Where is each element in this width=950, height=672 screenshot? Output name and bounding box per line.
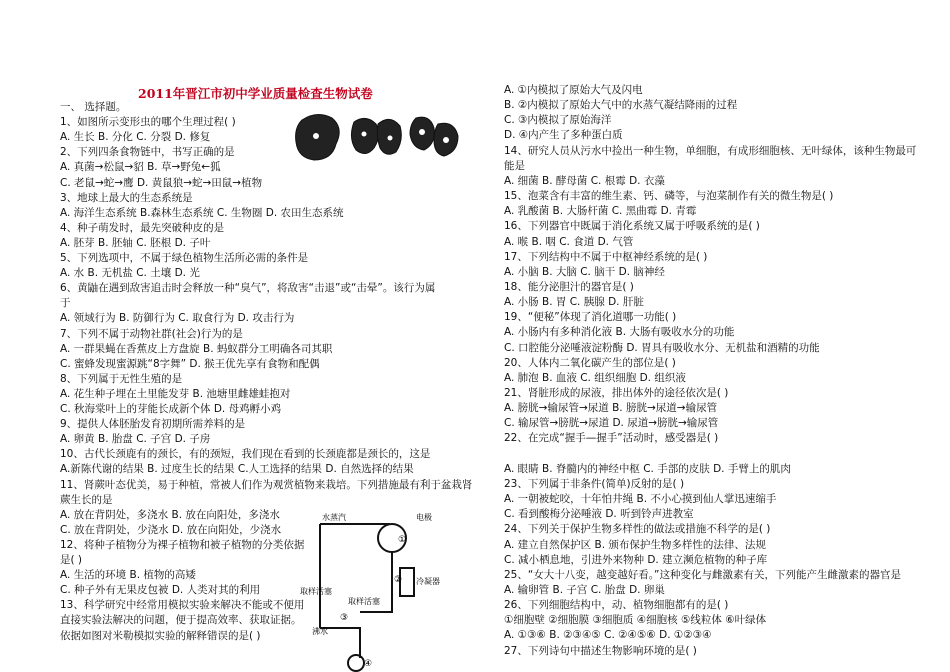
left-line: A. 真菌→松鼠→貂 B. 草→野兔←狐 [60, 161, 221, 174]
label-sample-left: 取样活塞 [300, 587, 332, 596]
right-line: 21、肾脏形成的尿液，排出体外的途径依次是( ) [504, 387, 729, 399]
right-line: A. 膀胱→输尿管→尿道 B. 膀胱→尿道→输尿管 [504, 402, 718, 415]
miller-experiment-figure [300, 508, 450, 672]
right-line: D. ④内产生了多种蛋白质 [504, 129, 623, 142]
left-line: C. 放在背阴处，少浇水 D. 放在向阳处，少浇水 [60, 523, 282, 536]
left-line: 5、下列选项中，不属于绿色植物生活所必需的条件是 [60, 252, 309, 264]
right-line: A. ①内模拟了原始大气及闪电 [504, 84, 643, 96]
left-line: A. 一群果蝇在香蕉皮上方盘旋 B. 蚂蚁群分工明确各司其职 [60, 342, 333, 355]
left-line: 蕨生长的是 [60, 493, 113, 506]
right-line: ①细胞壁 ②细胞膜 ③细胞质 ④细胞核 ⑤线粒体 ⑥叶绿体 [504, 614, 767, 627]
right-line: A. 乳酸菌 B. 大肠杆菌 C. 黑曲霉 D. 青霉 [504, 205, 697, 218]
right-line: 能是 [504, 159, 525, 172]
right-line: A. 建立自然保护区 B. 颁布保护生物多样性的法律、法规 [504, 538, 766, 551]
label-boiling-water: 沸水 [312, 627, 328, 636]
right-line: C. 看到酸梅分泌唾液 D. 听到铃声进教室 [504, 508, 694, 521]
right-line: 18、能分泌胆汁的器官是( ) [504, 280, 634, 293]
left-line: 依据如图对米勒模拟实验的解释错误的是( ) [60, 629, 261, 642]
right-line: A. 肺泡 B. 血液 C. 组织细胞 D. 组织液 [504, 371, 686, 384]
label-num-2: ② [394, 575, 403, 585]
left-line: 12、将种子植物分为裸子植物和被子植物的分类依据 [60, 538, 305, 551]
right-line: A. 小脑 B. 大脑 C. 脑干 D. 脑神经 [504, 265, 665, 278]
right-line: 25、“女大十八变，越变越好看。”这种变化与雌激素有关，下列能产生雌激素的器官是 [504, 568, 901, 581]
left-line: 直接实验法解决的问题，便于提高效率、获取证据。 [60, 614, 302, 627]
right-line: A. 眼睛 B. 脊髓内的神经中枢 C. 手部的皮肤 D. 手臂上的肌肉 [504, 462, 791, 475]
left-line: A. 生活的环境 B. 植物的高矮 [60, 569, 196, 582]
left-line: 13、科学研究中经常用模拟实验来解决不能或不便用 [60, 599, 305, 612]
label-vapor: 水蒸汽 [322, 513, 346, 522]
left-line: A. 生长 B. 分化 C. 分裂 D. 修复 [60, 131, 211, 144]
right-line: 17、下列结构中不属于中枢神经系统的是( ) [504, 250, 708, 263]
left-line: A. 卵黄 B. 胎盘 C. 子宫 D. 子房 [60, 433, 211, 446]
right-line: 27、下列诗句中描述生物影响环境的是( ) [504, 644, 697, 657]
page-title: 2011年晋江市初中学业质量检查生物试卷 [138, 86, 373, 101]
condenser [400, 568, 414, 596]
right-line: B. ②内模拟了原始大气中的水蒸气凝结降雨的过程 [504, 99, 738, 112]
boiling-flask [348, 655, 364, 671]
left-line: A.新陈代谢的结果 B. 过度生长的结果 C.人工选择的结果 D. 自然选择的结果 [60, 463, 414, 476]
label-num-1: ① [398, 535, 407, 545]
right-line: C. 口腔能分泌唾液淀粉酶 D. 胃具有吸收水分、无机盐和酒精的功能 [504, 341, 820, 354]
right-line: A. 一朝被蛇咬，十年怕井绳 B. 不小心摸到仙人掌迅速缩手 [504, 493, 777, 506]
left-line: 于 [60, 297, 71, 310]
amoeba-division-figure [292, 110, 462, 168]
left-line: C. 蜜蜂发现蜜源跳“8字舞” D. 猴王优先享有食物和配偶 [60, 357, 320, 370]
right-line: A. ①③⑥ B. ②③④⑤ C. ②④⑤⑥ D. ①②③④ [504, 629, 712, 642]
left-line: 6、黄鼬在遇到敌害追击时会释放一种“臭气”，将敌害“击退”或“击晕”。该行为属 [60, 282, 436, 295]
label-num-3: ③ [340, 613, 349, 623]
left-line: 9、提供人体胚胎发育初期所需养料的是 [60, 418, 246, 431]
left-line: A. 海洋生态系统 B.森林生态系统 C. 生物圈 D. 农田生态系统 [60, 206, 344, 219]
right-line: A. 小肠 B. 胃 C. 胰腺 D. 肝脏 [504, 296, 644, 309]
left-line: A. 花生种子埋在土里能发芽 B. 池塘里雌雄蛙抱对 [60, 387, 291, 400]
label-electrode: 电极 [416, 513, 432, 522]
left-line: C. 秋海棠叶上的芽能长成新个体 D. 母鸡孵小鸡 [60, 403, 282, 415]
left-line: 4、种子萌发时，最先突破种皮的是 [60, 221, 225, 234]
left-line: 7、下列不属于动物社群(社会)行为的是 [60, 327, 243, 340]
left-line: C. 种子外有无果皮包被 D. 人类对其的利用 [60, 584, 261, 597]
right-line: 20、人体内二氧化碳产生的部位是( ) [504, 356, 676, 369]
left-line: A. 放在背阴处，多浇水 B. 放在向阳处，多浇水 [60, 508, 280, 521]
left-line: C. 老鼠→蛇→鹰 D. 黄鼠狼→蛇→田鼠→植物 [60, 176, 263, 189]
left-line: 一、 选择题。 [60, 101, 127, 113]
label-num-4: ④ [364, 659, 373, 669]
left-line: 8、下列属于无性生殖的是 [60, 372, 183, 385]
right-line: A. 喉 B. 咽 C. 食道 D. 气管 [504, 235, 634, 248]
label-cold-water: 冷凝器 [416, 577, 440, 586]
right-line: C. 减小栖息地，引进外来物种 D. 建立濒危植物的种子库 [504, 553, 768, 566]
left-line: 是( ) [60, 554, 83, 566]
left-line: A. 领域行为 B. 防御行为 C. 取食行为 D. 攻击行为 [60, 312, 295, 325]
right-line: A. 小肠内有多种消化液 B. 大肠有吸收水分的功能 [504, 326, 735, 339]
right-line: 16、下列器官中既属于消化系统又属于呼吸系统的是( ) [504, 220, 760, 233]
right-line: 23、下列属于非条件(简单)反射的是( ) [504, 477, 685, 490]
left-line: A. 水 B. 无机盐 C. 土壤 D. 光 [60, 267, 200, 280]
right-line: 24、下列关于保护生物多样性的做法或措施不科学的是( ) [504, 523, 771, 536]
right-line: 22、在完成“握手—握手”活动时，感受器是( ) [504, 432, 719, 445]
left-line: A. 胚芽 B. 胚轴 C. 胚根 D. 子叶 [60, 236, 211, 249]
right-line: A. 输卵管 B. 子宫 C. 胎盘 D. 卵巢 [504, 583, 665, 596]
right-line: 15、泡菜含有丰富的维生素、钙、磷等，与泡菜制作有关的微生物是( ) [504, 190, 834, 203]
label-sample-right: 取样活塞 [348, 597, 380, 606]
right-line: A. 细菌 B. 酵母菌 C. 根霉 D. 衣藻 [504, 174, 665, 187]
right-line: C. 输尿管→膀胱→尿道 D. 尿道→膀胱→输尿管 [504, 417, 719, 430]
right-line: C. ③内模拟了原始海洋 [504, 114, 612, 127]
right-line: 26、下列细胞结构中，动、植物细胞都有的是( ) [504, 599, 729, 612]
left-line: 1、如图所示变形虫的哪个生理过程( ) [60, 116, 236, 129]
left-line: 10、古代长颈鹿有的颈长，有的颈短，我们现在看到的长颈鹿都是颈长的，这是 [60, 448, 431, 461]
left-line: 11、肾蕨叶态优美，易于种植，常被人们作为观赏植物来栽培。下列措施最有利于盆栽肾 [60, 478, 473, 491]
right-line: 14、研究人员从污水中捡出一种生物，单细胞，有成形细胞核、无叶绿体，该种生物最可 [504, 144, 917, 157]
left-line: 2、下列四条食物链中，书写正确的是 [60, 146, 235, 159]
right-line: 19、“便秘”体现了消化道哪一功能( ) [504, 311, 677, 324]
left-line: 3、地球上最大的生态系统是 [60, 191, 193, 204]
